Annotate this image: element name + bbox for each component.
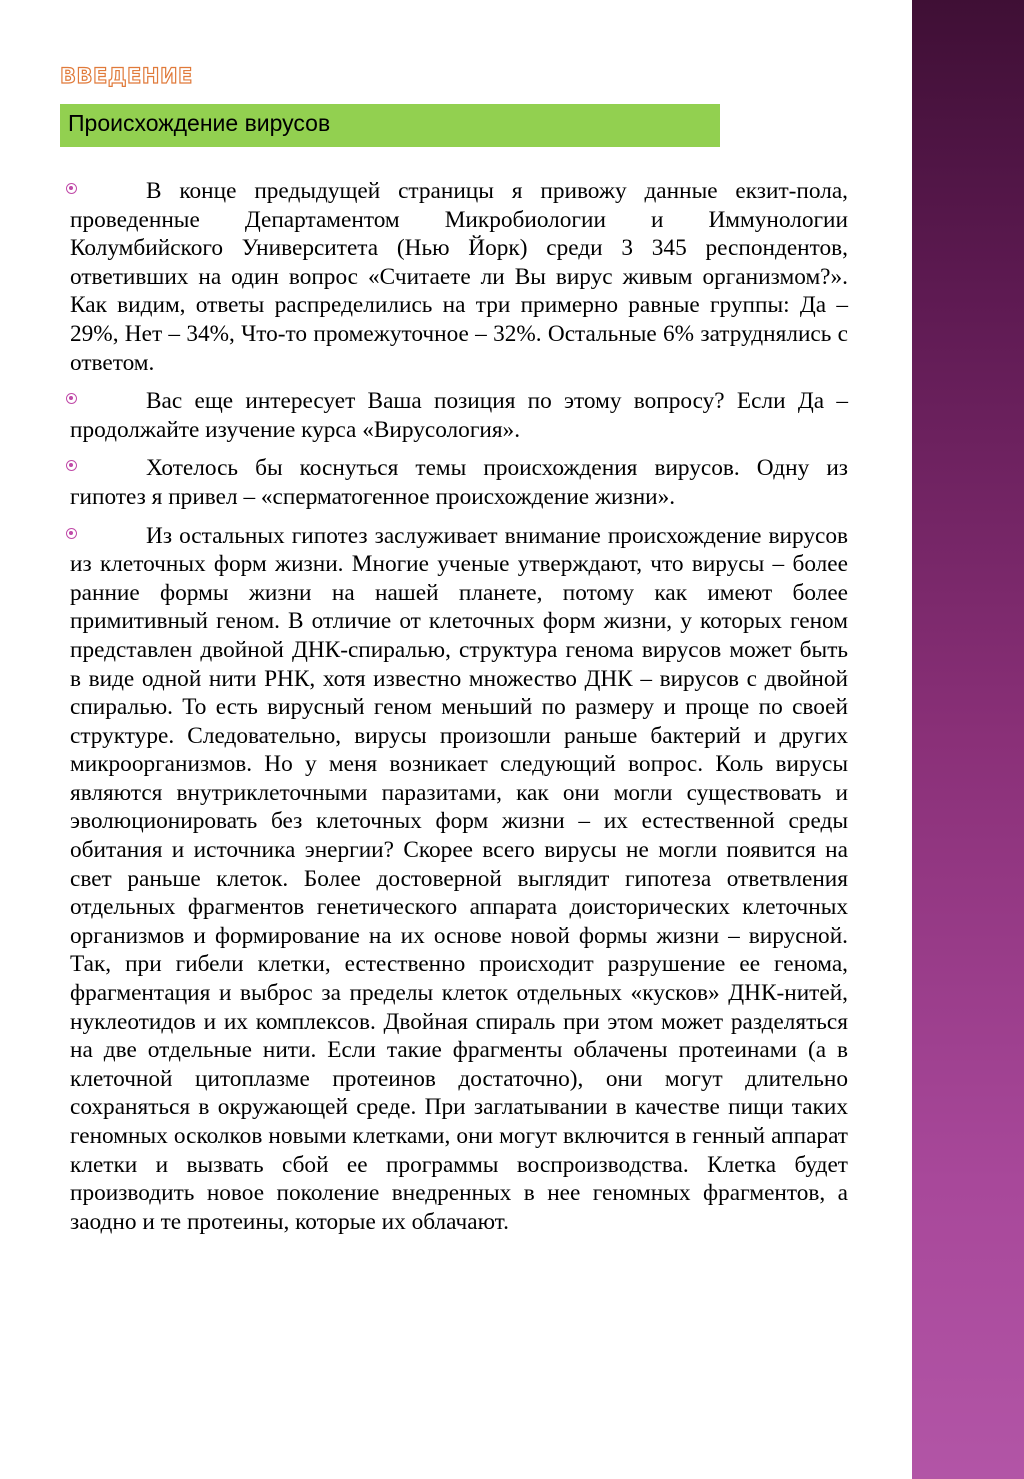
page-title: Происхождение вирусов — [60, 104, 720, 147]
body-text — [70, 177, 848, 1246]
paragraph-text: Из остальных гипотез заслуживает внимание происхождение вирусов из клеточных форм жизни. Многие ученые утверждают, что вирусы – более ранние формы жизни на нашей планете, потому как имеют более примитивный геном. В отличие от клеточных форм жизни, у которых геном представлен двойной ДНК-спиралью, структура генома вирусов может быть в виде одной нити РНК, хотя известно множество ДНК – вирусов с двойной спиралью. То есть вирусный геном меньший по размеру и проще по своей структуре. Следовательно, вирусы произошли раньше бактерий и других микроорганизмов. Но у меня возникает следующий вопрос. Коль вирусы являются внутриклеточными паразитами, как они могли существовать и эволюционировать без клеточных форм жизни – их естественной среды обитания и источника энергии? Скорее всего вирусы не могли появится на свет раньше клеток. Более достоверной выглядит гипотеза ответвления отдельных фрагментов генетического аппарата доисторических клеточных организмов и формирование на их основе новой формы жизни – вирусной. Так, при гибели клетки, естественно происходит разрушение ее генома, фрагментация и выброс за пределы клеток отдельных «кусков» ДНК-нитей, нуклеотидов и их комплексов. Двойная спираль при этом может разделяться на две отдельные нити. Если такие фрагменты облачены протеинами (а в клеточной цитоплазме протеинов достаточно), они могут длительно сохраняться в окружающей среде. При заглатывании в качестве пищи таких геномных осколков новыми клетками, они могут включится в генный аппарат клетки и вызвать сбой ее программы воспроизводства. Клетка будет производить новое поколение внедренных в нее геномных фрагментов, а заодно и те протеины, которые их облачают. — [70, 522, 848, 1235]
circle-bullet-icon — [66, 183, 77, 194]
paragraph — [70, 387, 848, 444]
paragraph — [70, 177, 848, 377]
paragraph-text: В конце предыдущей страницы я привожу данные екзит-пола, проведенные Департаментом Микробиологии и Иммунологии Колумбийского Университета (Нью Йорк) среди 3 345 респондентов, ответивших на один вопрос «Считаете ли Вы вирус живым организмом?». Как видим, ответы распределились на три примерно равные группы: Да – 29%, Нет – 34%, Что-то промежуточное – 32%. Остальные 6% затруднялись с ответом. — [70, 178, 848, 376]
circle-bullet-icon — [66, 528, 77, 539]
paragraph-text: Хотелось бы коснуться темы происхождения вирусов. Одну из гипотез я привел – «сперматогенное происхождение жизни». — [70, 455, 848, 510]
paragraph-text: Вас еще интересует Ваша позиция по этому вопросу? Если Да – продолжайте изучение курса «Вирусология». — [70, 388, 848, 443]
circle-bullet-icon — [66, 460, 77, 471]
circle-bullet-icon — [66, 393, 77, 404]
paragraph — [70, 522, 848, 1237]
section-label: ВВЕДЕНИЕ — [60, 64, 193, 88]
paragraph — [70, 454, 848, 511]
decorative-side-bar — [912, 0, 1024, 1479]
